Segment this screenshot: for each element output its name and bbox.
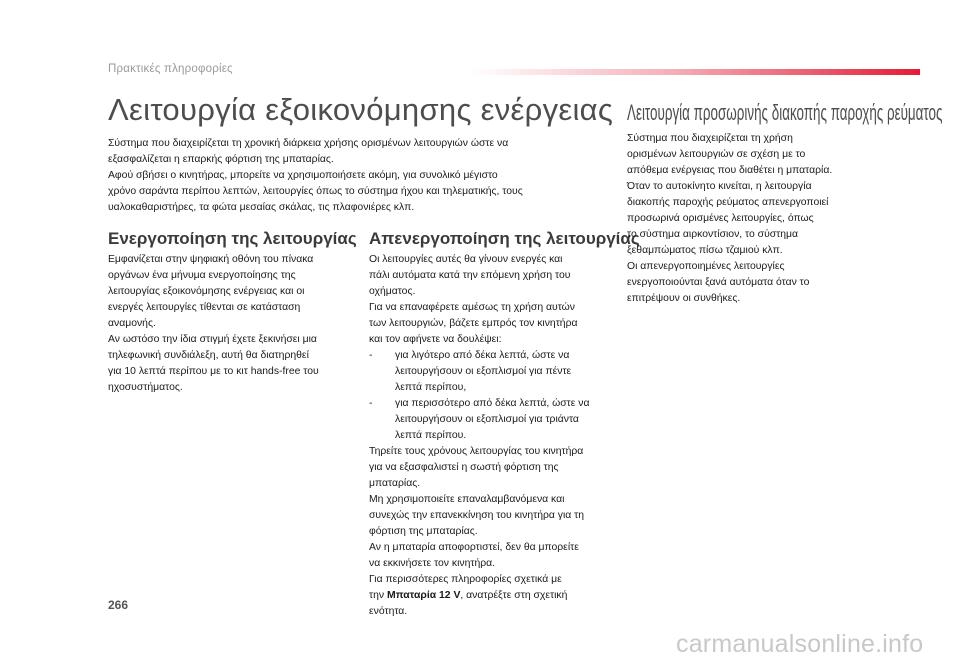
side-line: Οι απενεργοποιημένες λειτουργίες: [627, 261, 785, 272]
intro-line: χρόνο σαράντα περίπου λεπτών, λειτουργίες όπως το σύστημα ήχου και τηλεματικής, τους: [108, 186, 523, 197]
deactivation-line: των λειτουργιών, βάζετε εμπρός τον κινητήρα: [369, 318, 578, 329]
deactivation-line: Μη χρησιμοποιείτε επαναλαμβανόμενα και: [369, 494, 565, 505]
deactivation-line: ενότητα.: [369, 606, 408, 617]
deactivation-line: Για να επαναφέρετε αμέσως τη χρήση αυτών: [369, 302, 575, 313]
activation-line: ενεργές λειτουργίες τίθενται σε κατάσταση: [108, 302, 301, 313]
deactivation-line: πάλι αυτόματα κατά την επόμενη χρήση του: [369, 270, 571, 281]
activation-line: Αν ωστόσο την ίδια στιγμή έχετε ξεκινήσει μια: [108, 334, 317, 345]
activation-line: αναμονής.: [108, 318, 156, 329]
activation-line: τηλεφωνική συνδιάλεξη, αυτή θα διατηρηθεί: [108, 350, 309, 361]
activation-paragraph: [108, 252, 319, 396]
bullet-dash: -: [369, 398, 373, 409]
bullet-item: [369, 348, 590, 364]
page-number: 266: [108, 598, 129, 612]
activation-line: Εμφανίζεται στην ψηφιακή οθόνη του πίνακα: [108, 254, 314, 265]
side-line: απόθεμα ενέργειας που διαθέτει η μπαταρία.: [627, 165, 833, 176]
activation-line: για 10 λεπτά περίπου με το κιτ hands-free του: [108, 366, 319, 377]
deactivation-heading: Απενεργοποίηση της λειτουργίας: [369, 229, 640, 248]
intro-line: Σύστημα που διαχειρίζεται τη χρονική διάρκεια χρήσης ορισμένων λειτουργιών ώστε να: [108, 138, 509, 149]
intro-line: εξασφαλίζεται η επαρκής φόρτιση της μπαταρίας.: [108, 154, 334, 165]
deactivation-line: για να εξασφαλιστεί η σωστή φόρτιση της: [369, 462, 559, 473]
side-line: προσωρινά ορισμένες λειτουργίες, όπως: [627, 213, 814, 224]
side-title: Λειτουργία προσωρινής διακοπής παροχής ρεύματος: [627, 100, 943, 125]
page-title: Λειτουργία εξοικονόμησης ενέργειας: [108, 92, 614, 127]
deactivation-line: να εκκινήσετε τον κινητήρα.: [369, 558, 496, 569]
section-label: Πρακτικές πληροφορίες: [108, 63, 233, 75]
side-line: Όταν το αυτοκίνητο κινείται, η λειτουργία: [627, 181, 812, 192]
reference-suffix: , ανατρέξτε στη σχετική: [460, 590, 568, 601]
watermark: carmanualsonline.info: [676, 630, 924, 658]
bullet-text: για λιγότερο από δέκα λεπτά, ώστε να: [395, 350, 570, 361]
header-accent-bar: [470, 69, 920, 75]
intro-line: Αφού σβήσει ο κινητήρας, μπορείτε να χρησιμοποιήσετε ακόμη, για συνολικό μέγιστο: [108, 170, 498, 181]
bullet-text: λεπτά περίπου.: [395, 430, 467, 441]
activation-heading: Ενεργοποίηση της λειτουργίας: [108, 229, 357, 248]
deactivation-line: μπαταρίας.: [369, 478, 421, 489]
bullet-text: λεπτά περίπου,: [395, 382, 467, 393]
side-line: ξεθαμπώματος πίσω τζαμιού κλπ.: [627, 245, 783, 256]
activation-line: λειτουργίας εξοικονόμησης ενέργειας και οι: [108, 286, 305, 297]
deactivation-line: Για περισσότερες πληροφορίες σχετικά με: [369, 574, 562, 585]
bullet-text: για περισσότερο από δέκα λεπτά, ώστε να: [395, 398, 590, 409]
side-paragraph: [627, 131, 832, 307]
bullet-dash: -: [369, 350, 373, 361]
bullet-text: λειτουργήσουν οι εξοπλισμοί για τριάντα: [395, 414, 579, 425]
bullet-text: λειτουργήσουν οι εξοπλισμοί για πέντε: [395, 366, 572, 377]
side-line: διακοπής παροχής ρεύματος απενεργοποιεί: [627, 197, 829, 208]
deactivation-line: συνεχώς την επανεκκίνηση του κινητήρα για τη: [369, 510, 585, 521]
activation-line: ηχοσυστήματος.: [108, 382, 183, 393]
deactivation-line: Τηρείτε τους χρόνους λειτουργίας του κινητήρα: [369, 446, 584, 457]
deactivation-line: Αν η μπαταρία αποφορτιστεί, δεν θα μπορείτε: [369, 542, 579, 553]
deactivation-paragraph: [369, 252, 590, 620]
deactivation-line: οχήματος.: [369, 286, 416, 297]
battery-12v-reference: Μπαταρία 12 V: [386, 590, 461, 601]
deactivation-line: και τον αφήνετε να δουλέψει:: [369, 334, 502, 345]
side-line: Σύστημα που διαχειρίζεται τη χρήση: [627, 133, 793, 144]
deactivation-line: φόρτιση της μπαταρίας.: [369, 526, 478, 537]
intro-line: υαλοκαθαριστήρες, τα φώτα μεσαίας σκάλας, τις πλαφονιέρες κλπ.: [108, 202, 415, 213]
reference-prefix: την: [369, 590, 387, 601]
side-line: το σύστημα αιρκοντίσιον, το σύστημα: [627, 229, 799, 240]
deactivation-line: Οι λειτουργίες αυτές θα γίνουν ενεργές και: [369, 254, 563, 265]
battery-reference-line: [369, 588, 590, 604]
bullet-item: [369, 396, 590, 412]
intro-paragraph: [108, 136, 523, 216]
activation-line: οργάνων ένα μήνυμα ενεργοποίησης της: [108, 270, 296, 281]
side-line: επιτρέψουν οι συνθήκες.: [627, 293, 741, 304]
side-line: ενεργοποιούνται ξανά αυτόματα όταν το: [627, 277, 810, 288]
side-line: ορισμένων λειτουργιών σε σχέση με το: [627, 149, 806, 160]
